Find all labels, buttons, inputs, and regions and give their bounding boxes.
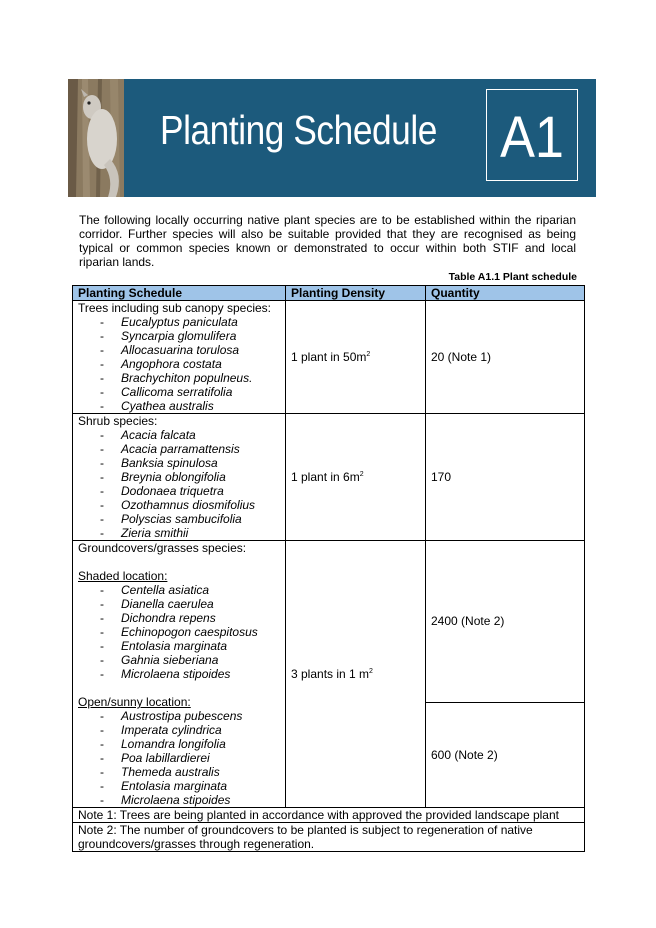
groundcovers-cell — [73, 541, 286, 808]
species-item: - Dodonaea triquetra — [100, 484, 280, 498]
trees-cell — [73, 301, 286, 414]
species-item: - Brachychiton populneus. — [100, 371, 280, 385]
table-row-trees — [73, 301, 585, 414]
species-item: - Breynia oblongifolia — [100, 470, 280, 484]
table-row-note1 — [73, 808, 585, 823]
species-item: - Poa labillardierei — [100, 751, 280, 765]
trees-density — [286, 301, 426, 414]
trees-density-text: 1 plant in 50m — [291, 350, 367, 364]
shrubs-density — [286, 414, 426, 541]
page-title: Planting Schedule — [160, 107, 437, 153]
header-planting-schedule: Planting Schedule — [73, 286, 286, 301]
possum-image-icon — [68, 79, 124, 197]
header-banner — [68, 79, 596, 197]
intro-paragraph: The following locally occurring native plant species are to be established within the riparian corridor. Further species will also be suitable provided that they are recognised as being typical or common species known or demonstrated to occur within both STIF and local riparian lands. — [79, 213, 576, 269]
groundcovers-density-text: 3 plants in 1 m — [291, 667, 370, 681]
appendix-code-box — [486, 89, 578, 181]
table-row-groundcovers-shaded — [73, 541, 585, 703]
species-item: - Dianella caerulea — [100, 597, 280, 611]
species-item: - Ozothamnus diosmifolius — [100, 498, 280, 512]
plant-schedule-table — [72, 285, 585, 852]
note-2: Note 2: The number of groundcovers to be planted is subject to regeneration of native groundcovers/grasses through regeneration. — [73, 823, 585, 852]
open-quantity: 600 (Note 2) — [426, 702, 585, 807]
trees-density-sup: 2 — [366, 351, 371, 358]
header-quantity: Quantity — [426, 286, 585, 301]
species-item: - Eucalyptus paniculata — [100, 315, 280, 329]
shrubs-density-sup: 2 — [359, 471, 364, 478]
appendix-code: A1 — [500, 105, 564, 170]
note-1: Note 1: Trees are being planted in accordance with approved the provided landscape plant — [73, 808, 585, 823]
species-item: - Syncarpia glomulifera — [100, 329, 280, 343]
table-caption: Table A1.1 Plant schedule — [448, 271, 577, 283]
shaded-location-label: Shaded location: — [78, 569, 168, 583]
shrubs-species-list — [78, 428, 280, 540]
trees-species-list — [78, 315, 280, 413]
shrubs-heading: Shrub species: — [78, 414, 158, 428]
shrubs-quantity: 170 — [426, 414, 585, 541]
possum-photo — [68, 79, 124, 197]
species-item: - Lomandra longifolia — [100, 737, 280, 751]
species-item: - Banksia spinulosa — [100, 456, 280, 470]
table-row-shrubs — [73, 414, 585, 541]
shaded-quantity: 2400 (Note 2) — [426, 541, 585, 703]
species-item: - Gahnia sieberiana — [100, 653, 280, 667]
species-item: - Imperata cylindrica — [100, 723, 280, 737]
groundcovers-heading: Groundcovers/grasses species: — [78, 541, 247, 555]
species-item: - Callicoma serratifolia — [100, 385, 280, 399]
species-item: - Microlaena stipoides — [100, 793, 280, 807]
species-item: - Echinopogon caespitosus — [100, 625, 280, 639]
table-header-row — [73, 286, 585, 301]
open-species-list — [78, 709, 280, 807]
species-item: - Austrostipa pubescens — [100, 709, 280, 723]
trees-heading: Trees including sub canopy species: — [78, 301, 271, 315]
species-item: - Acacia falcata — [100, 428, 280, 442]
species-item: - Themeda australis — [100, 765, 280, 779]
shrubs-cell — [73, 414, 286, 541]
species-item: - Zieria smithii — [100, 526, 280, 540]
species-item: - Entolasia marginata — [100, 779, 280, 793]
species-item: - Acacia parramattensis — [100, 442, 280, 456]
species-item: - Cyathea australis — [100, 399, 280, 413]
table-row-note2 — [73, 823, 585, 852]
groundcovers-density-sup: 2 — [369, 668, 373, 675]
species-item: - Dichondra repens — [100, 611, 280, 625]
species-item: - Allocasuarina torulosa — [100, 343, 280, 357]
trees-quantity: 20 (Note 1) — [426, 301, 585, 414]
species-item: - Centella asiatica — [100, 583, 280, 597]
groundcovers-density — [286, 541, 426, 808]
shaded-species-list — [78, 583, 280, 681]
species-item: - Angophora costata — [100, 357, 280, 371]
species-item: - Microlaena stipoides — [100, 667, 280, 681]
header-planting-density: Planting Density — [286, 286, 426, 301]
species-item: - Polyscias sambucifolia — [100, 512, 280, 526]
open-location-label: Open/sunny location: — [78, 695, 191, 709]
species-item: - Entolasia marginata — [100, 639, 280, 653]
shrubs-density-text: 1 plant in 6m — [291, 470, 360, 484]
